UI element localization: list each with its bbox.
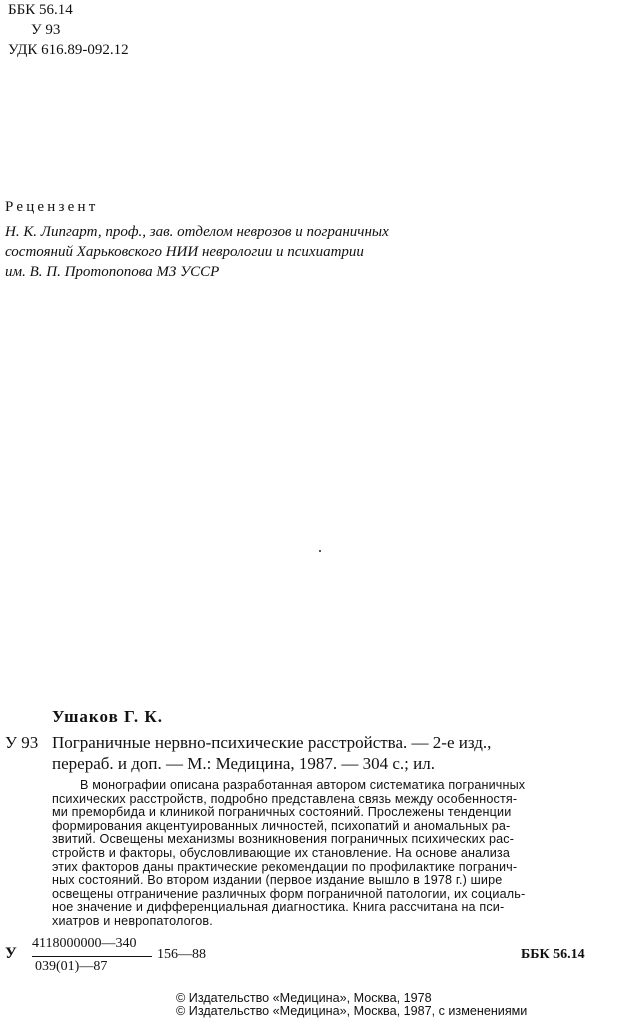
abstract-line-6: стройств и факторы, обусловливающие их становление. На основе анализа: [52, 846, 511, 860]
isbn-bbk: ББК 56.14: [521, 947, 585, 962]
bbk-code: ББК 56.14: [8, 2, 73, 18]
abstract-line-10: ное значение и дифференциальная диагностика. Книга рассчитана на пси-: [52, 900, 505, 915]
isbn-numerator: 4118000000—340: [32, 936, 137, 951]
isbn-letter: У: [5, 945, 17, 962]
abstract-line-7: этих факторов даны практические рекомендации по профилактике погранич-: [52, 859, 518, 874]
author-sign-code: У 93: [31, 22, 61, 38]
stray-dot: [319, 550, 321, 552]
abstract-line-1: В монографии описана разработанная автором систематика пограничных: [80, 778, 526, 792]
book-title-line-2: перераб. и доп. — М.: Медицина, 1987. — 304 с.; ил.: [52, 754, 435, 773]
fraction-line: [32, 956, 152, 957]
abstract-line-9: освещены отграничение различных форм пограничной патологии, их социаль-: [52, 886, 526, 901]
abstract-line-8: ных состояний. Во втором издании (первое издание вышло в 1978 г.) шире: [52, 873, 503, 888]
reviewer-line-2: состояний Харьковского НИИ неврологии и психиатрии: [5, 244, 364, 260]
udk-code: УДК 616.89-092.12: [8, 42, 129, 58]
isbn-number: 156—88: [157, 947, 206, 962]
abstract-line-4: формирования акцентуированных личностей, психопатий и аномальных ра-: [52, 818, 511, 833]
author-name: Ушаков Г. К.: [52, 707, 163, 726]
abstract-line-5: звитий. Освещены механизмы возникновения пограничных психических рас-: [52, 832, 515, 847]
book-title-line-1: Пограничные нервно-психические расстройства. — 2-е изд.,: [52, 733, 492, 752]
copyright-line-1: © Издательство «Медицина», Москва, 1978: [176, 991, 432, 1005]
abstract-line-3: ми преморбида и клиникой пограничных состояний. Прослежены тенденции: [52, 805, 512, 820]
reviewer-heading: Рецензент: [5, 199, 99, 215]
abstract-line-11: хиатров и невропатологов.: [52, 914, 213, 928]
reviewer-line-3: им. В. П. Протопопова МЗ УССР: [5, 264, 220, 280]
record-code: У 93: [5, 733, 39, 752]
copyright-line-2: © Издательство «Медицина», Москва, 1987, с изменениями: [176, 1004, 528, 1018]
reviewer-line-1: Н. К. Липгарт, проф., зав. отделом неврозов и пограничных: [5, 224, 389, 240]
isbn-denominator: 039(01)—87: [35, 959, 108, 974]
abstract-line-2: психических расстройств, подробно представлена связь между особенностя-: [52, 791, 518, 806]
